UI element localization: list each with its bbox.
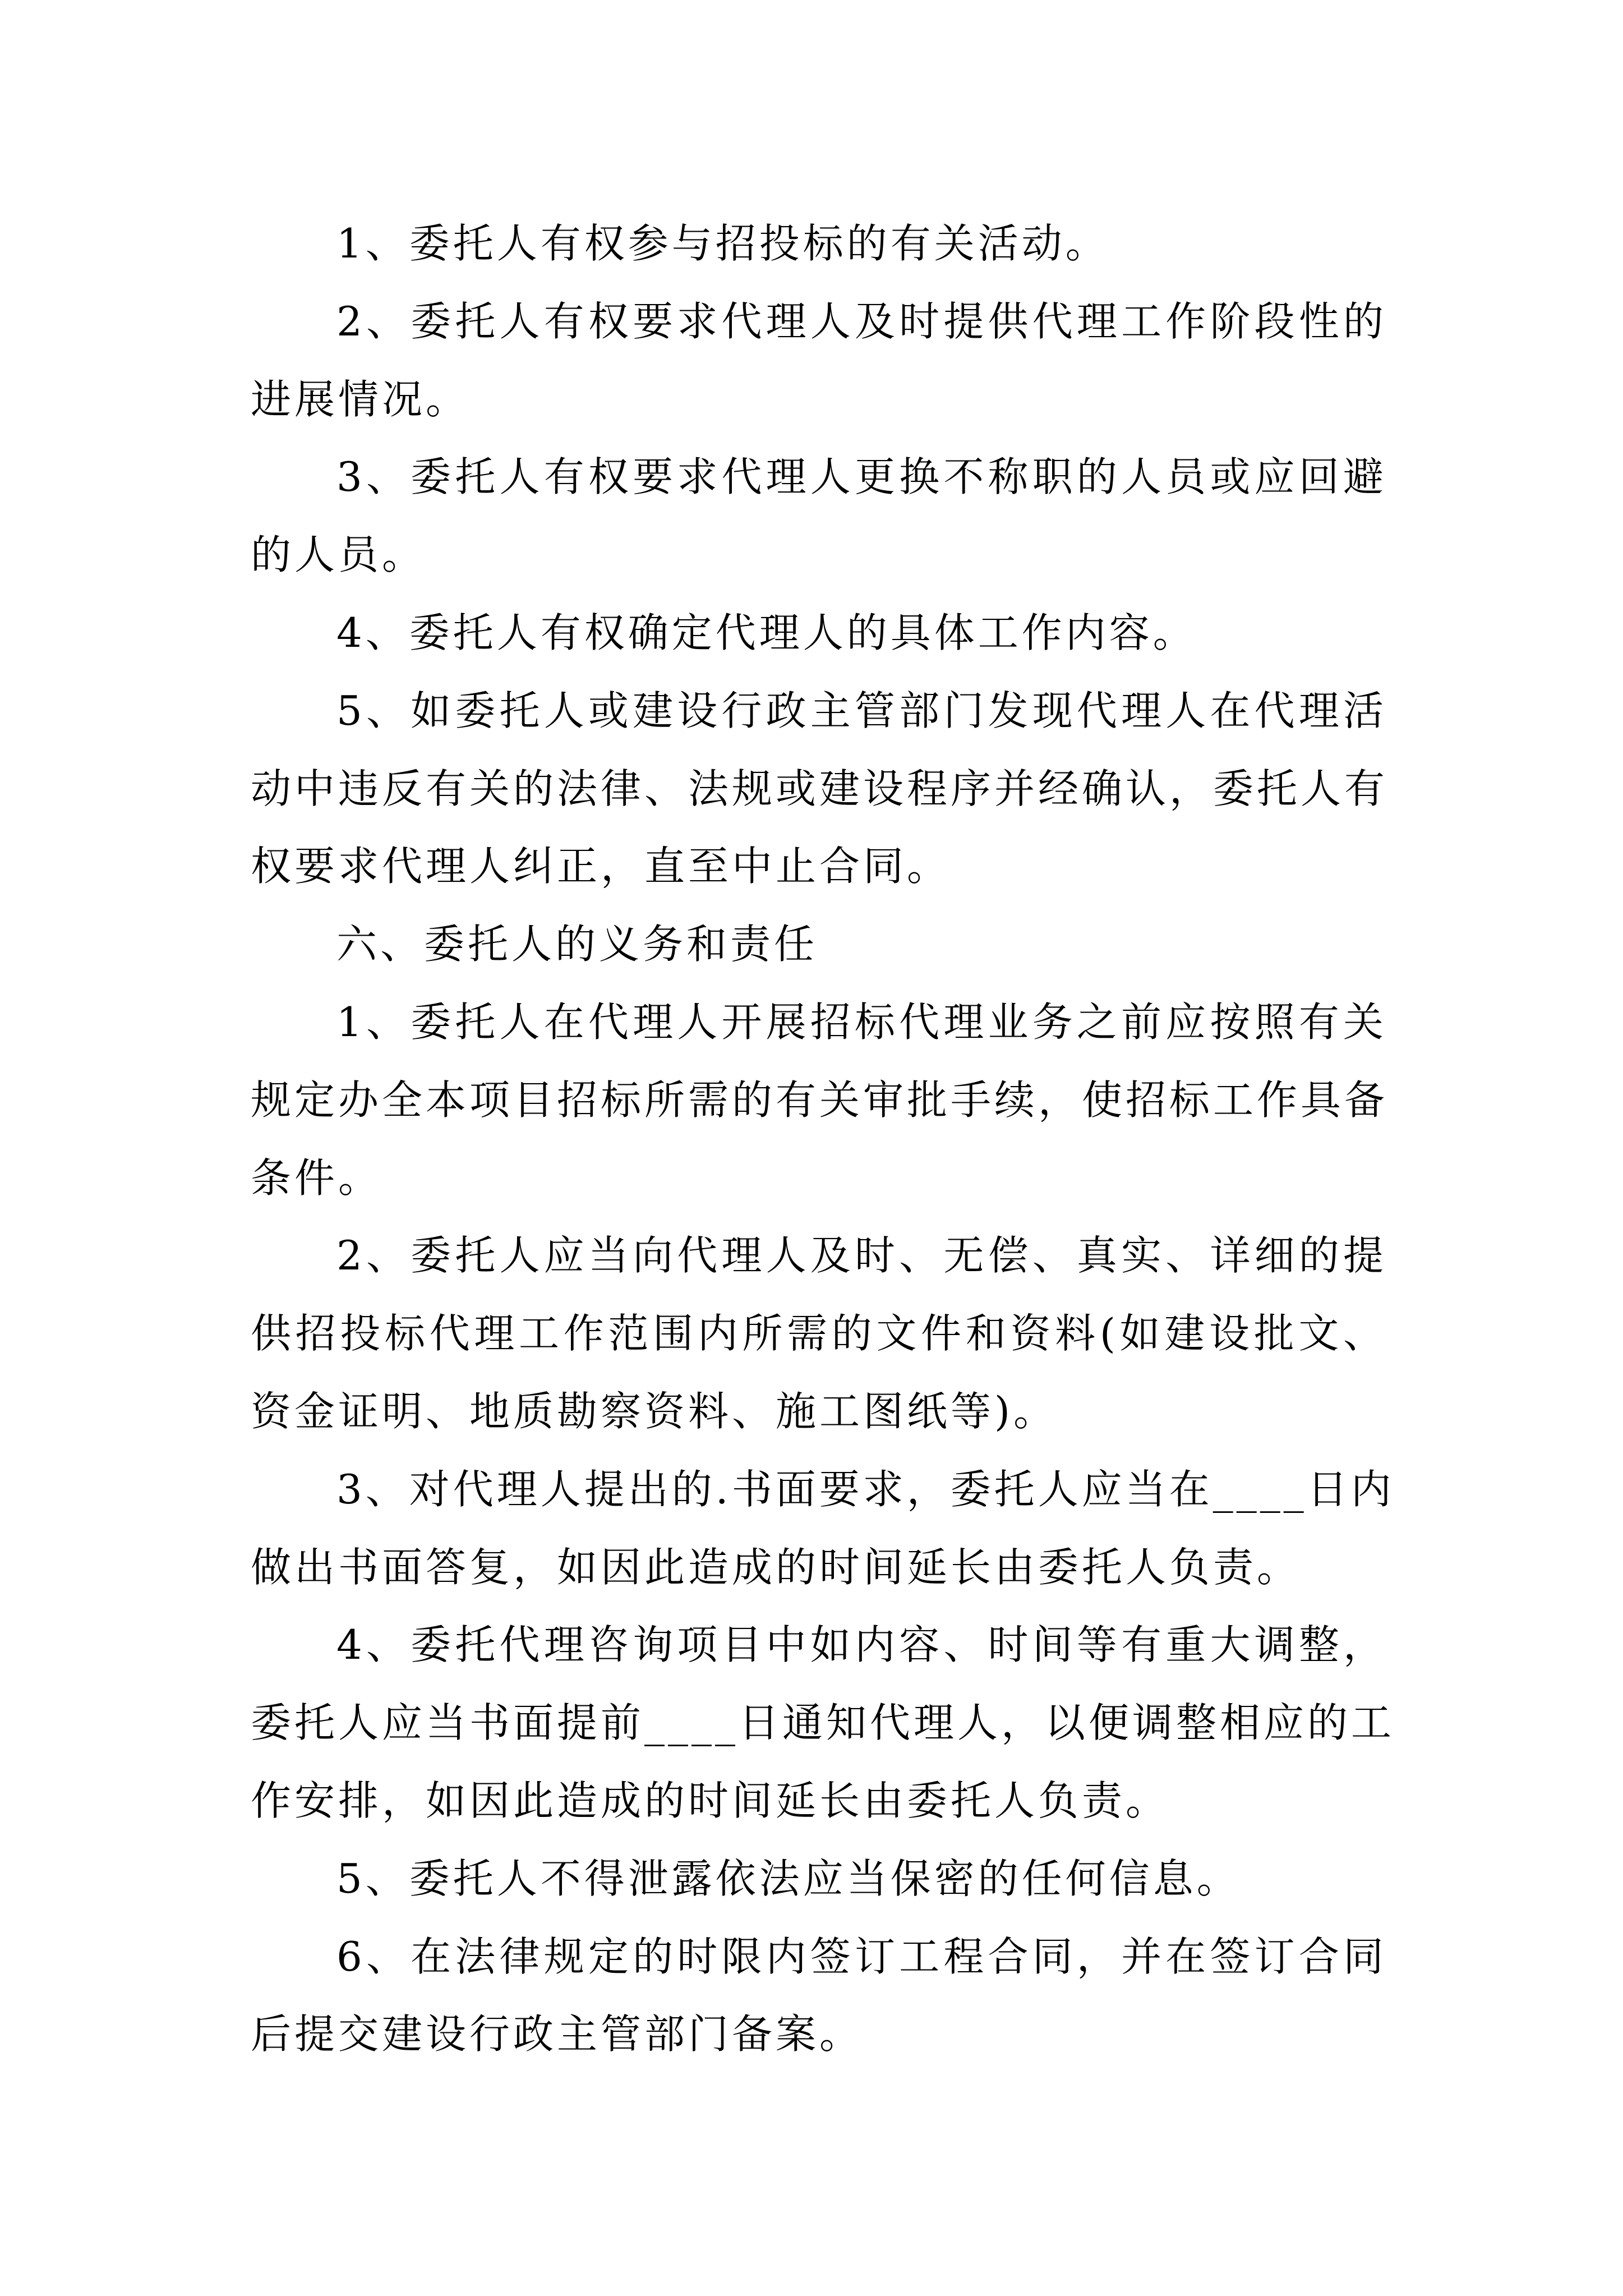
clause-line: 后提交建设行政主管部门备案。 [251,2010,864,2058]
clause-line: 2、委托人应当向代理人及时、无偿、真实、详细的提 [336,1232,1387,1280]
clause-line: 1、委托人在代理人开展招标代理业务之前应按照有关 [336,998,1387,1046]
document-body [251,205,1395,2073]
clause-line: 1、委托人有权参与招投标的有关活动。 [336,220,1109,267]
section-heading-text: 六、委托人的义务和责任 [336,921,818,968]
clause-item [251,283,1387,439]
clause-line: 4、委托人有权确定代理人的具体工作内容。 [336,609,1197,656]
clause-line: 5、委托人不得泄露依法应当保密的任何信息。 [336,1855,1241,1902]
clause-line: 动中违反有关的法律、法规或建设程序并经确认，委托人有 [251,765,1389,812]
clause-line: 做出书面答复，如因此造成的时间延长由委托人负责。 [251,1543,1301,1591]
clause-line: 5、如委托人或建设行政主管部门发现代理人在代理活 [336,687,1387,734]
clause-line: 条件。 [251,1154,382,1202]
clause-line: 的人员。 [251,531,426,579]
clause-item [251,672,1387,905]
clause-item [251,1840,1387,1918]
clause-item [251,1217,1387,1450]
clause-item [251,1918,1387,2074]
clause-line: 6、在法律规定的时限内签订工程合同，并在签订合同 [336,1932,1387,1980]
clause-item [251,1451,1395,1607]
clause-line: 3、委托人有权要求代理人更换不称职的人员或应回避 [336,453,1387,501]
clause-line: 委托人应当书面提前____日通知代理人，以便调整相应的工 [251,1699,1395,1747]
clause-line: 3、对代理人提出的.书面要求，委托人应当在____日内 [336,1465,1395,1513]
clause-line: 权要求代理人纠正，直至中止合同。 [251,843,951,890]
section-heading [251,905,1387,983]
clause-line: 2、委托人有权要求代理人及时提供代理工作阶段性的 [336,297,1387,345]
clause-item [251,1606,1395,1839]
clause-item [251,594,1387,672]
clause-line: 作安排，如因此造成的时间延长由委托人负责。 [251,1777,1170,1824]
clause-item [251,438,1387,594]
clause-line: 规定办全本项目招标所需的有关审批手续，使招标工作具备 [251,1076,1389,1124]
clause-line: 4、委托代理咨询项目中如内容、时间等有重大调整， [336,1621,1387,1669]
clause-item [251,983,1387,1217]
clause-line: 供招投标代理工作范围内所需的文件和资料(如建设批文、 [251,1310,1387,1358]
clause-line: 资金证明、地质勘察资料、施工图纸等)。 [251,1387,1058,1435]
clause-item [251,205,1387,283]
clause-line: 进展情况。 [251,375,470,423]
